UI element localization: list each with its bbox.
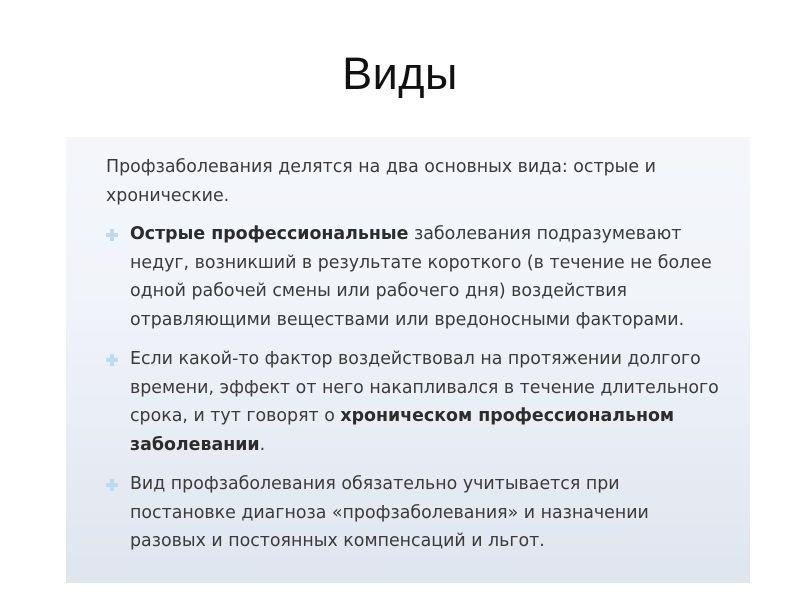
bullet-chronic-diseases (106, 345, 726, 459)
chronic-period: . (259, 434, 266, 455)
chronic-description: Если какой-то фактор воздействовал на протяжении долгого времени, эффект от него накапливался в течение длительного срока, и тут говорят о (130, 349, 719, 426)
diagnosis-description: Вид профзаболевания обязательно учитывается при постановке диагноза «профзаболевания» и назначении разовых и постоянных компенсаций и льгот. (130, 474, 649, 551)
plus-bullet-icon (104, 470, 120, 498)
bullet-diagnosis (106, 470, 726, 556)
plus-bullet-icon (104, 345, 120, 373)
content-text (106, 153, 726, 567)
slide-title: Виды (342, 48, 458, 99)
acute-description: заболевания подразумевают недуг, возникший в результате короткого (в течение не более одной рабочей смены или рабочего дня) воздействия отравляющими веществами или вредоносными факторами. (130, 224, 712, 330)
content-panel (66, 137, 750, 583)
intro-paragraph: Профзаболевания делятся на два основных вида: острые и хронические. (106, 157, 656, 206)
acute-term: Острые профессиональные (130, 224, 409, 244)
chronic-term: хроническом профессиональном заболевании (130, 406, 675, 455)
plus-bullet-icon (104, 220, 120, 248)
bullet-acute-diseases (106, 220, 726, 334)
